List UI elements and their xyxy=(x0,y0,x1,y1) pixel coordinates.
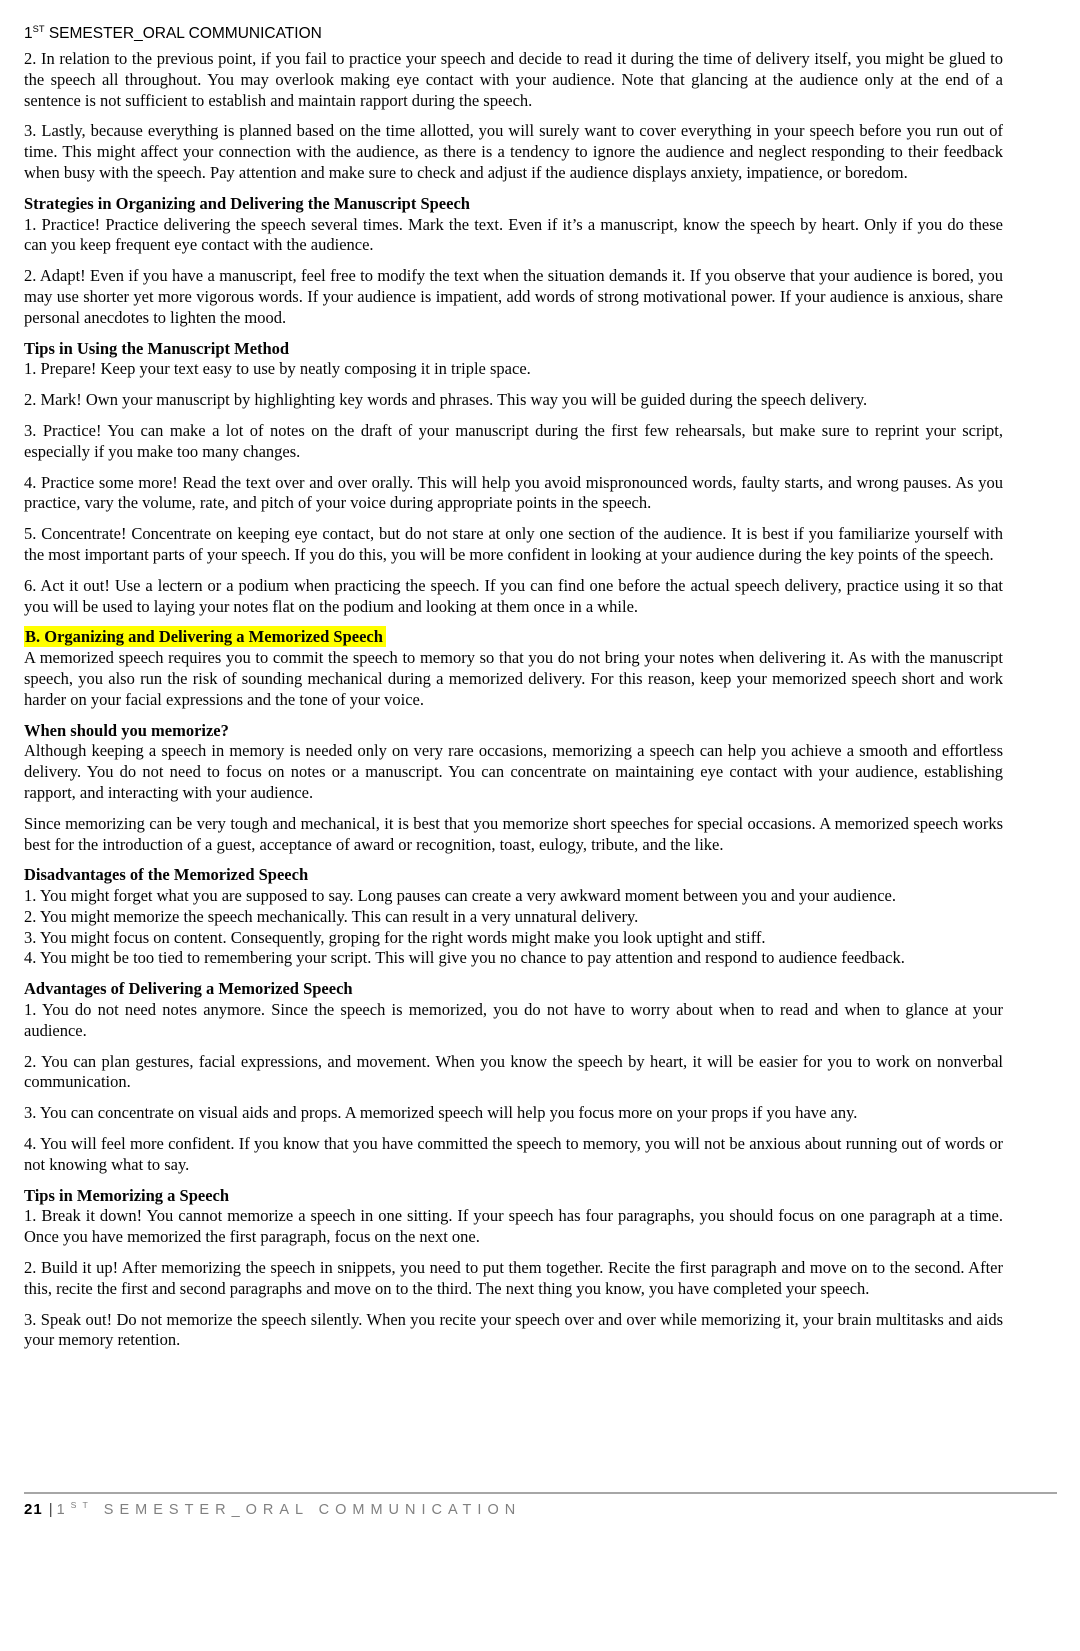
section-heading: Strategies in Organizing and Delivering the Manuscript Speech xyxy=(24,193,470,213)
page-number: 21 xyxy=(24,1501,43,1518)
paragraph: 3. You might focus on content. Consequently, groping for the right words might make you look uptight and stiff. xyxy=(24,927,766,947)
paragraph: 2. Build it up! After memorizing the speech in snippets, you need to put them together. Recite the first paragraph and move on to the second. After this, recite the first and second paragraphs and move on to the third. The next thing you know, you have completed your speech. xyxy=(24,1258,1003,1298)
footer-divider xyxy=(24,1492,1057,1494)
paragraph: 5. Concentrate! Concentrate on keeping eye contact, but do not stare at only one section of the audience. It is best if you familiarize yourself with the most important parts of your speech. If you do this, you will be more confident in looking at your audience during the key points of the speech. xyxy=(24,524,1003,564)
section-heading: Tips in Memorizing a Speech xyxy=(24,1185,230,1205)
document-body xyxy=(24,49,1003,1351)
highlighted-section-heading xyxy=(24,627,1003,648)
paragraph: 2. You can plan gestures, facial expressions, and movement. When you know the speech by heart, it will be easier for you to work on nonverbal communication. xyxy=(24,1051,1003,1092)
paragraph: 2. Adapt! Even if you have a manuscript, feel free to modify the text when the situation demands it. If you observe that your audience is bored, you may use shorter yet more vigorous words. If your audience is impatient, add words of strong motivational power. If your audience is anxious, share personal anecdotes to lighten the mood. xyxy=(24,266,1003,327)
section-heading: When should you memorize? xyxy=(24,720,229,740)
paragraph: 4. Practice some more! Read the text over and over orally. This will help you avoid mispronounced words, faulty starts, and wrong pauses. As you practice, vary the volume, rate, and pitch of your voice during appropriate points in the speech. xyxy=(24,472,1003,513)
paragraph: 3. You can concentrate on visual aids and props. A memorized speech will help you focus more on your props if you have any. xyxy=(24,1103,858,1123)
paragraph: 2. In relation to the previous point, if you fail to practice your speech and decide to read it during the time of delivery itself, you might be glued to the speech all throughout. You may overlook making eye contact with your audience. Note that glancing at the audience only at the end of a sentence is not sufficient to establish and maintain rapport during the speech. xyxy=(24,49,1003,110)
footer-title xyxy=(57,1502,522,1518)
footer-ordinal-suffix: ST xyxy=(70,1500,94,1511)
paragraph: 1. Break it down! You cannot memorize a speech in one sitting. If your speech has four paragraphs, you should focus on one paragraph at a time. Once you have memorized the first paragraph, focus on the next one. xyxy=(24,1206,1003,1247)
paragraph: 1. Practice! Practice delivering the speech several times. Mark the text. Even if it’s a manuscript, know the speech by heart. Only if you do these can you keep frequent eye contact with the audience. xyxy=(24,214,1003,255)
section-heading: Tips in Using the Manuscript Method xyxy=(24,338,290,358)
paragraph: A memorized speech requires you to commit the speech to memory so that you do not bring your notes when delivering it. As with the manuscript speech, you also run the risk of sounding mechanical during a memorized delivery. For this reason, keep your memorized speech short and work harder on your facial expressions and the tone of your voice. xyxy=(24,648,1003,709)
footer-number: 1 xyxy=(56,1502,71,1518)
paragraph: Although keeping a speech in memory is needed only on very rare occasions, memorizing a speech can help you achieve a smooth and effortless delivery. You do not need to focus on notes or a manuscript. You can concentrate on maintaining eye contact with your audience, establishing rapport, and interacting with your audience. xyxy=(24,741,1003,802)
paragraph: 4. You will feel more confident. If you know that you have committed the speech to memory, you will not be anxious about running out of words or not knowing what to say. xyxy=(24,1134,1003,1174)
header-ordinal-suffix: ST xyxy=(32,23,45,34)
paragraph: 2. Mark! Own your manuscript by highlighting key words and phrases. This way you will be guided during the speech delivery. xyxy=(24,390,868,410)
section-heading: Disadvantages of the Memorized Speech xyxy=(24,865,309,885)
header-title: SEMESTER_ORAL COMMUNICATION xyxy=(44,25,322,42)
paragraph: Since memorizing can be very tough and mechanical, it is best that you memorize short speeches for special occasions. A memorized speech works best for the introduction of a guest, acceptance of award or recognition, toast, eulogy, tribute, and the like. xyxy=(24,813,1003,854)
page-header xyxy=(24,25,1003,43)
footer-title-text: SEMESTER_ORAL COMMUNICATION xyxy=(93,1502,522,1518)
header-number: 1 xyxy=(24,25,33,42)
paragraph: 1. You do not need notes anymore. Since the speech is memorized, you do not have to worry about when to read and when to glance at your audience. xyxy=(24,1000,1003,1040)
paragraph: 3. Lastly, because everything is planned based on the time allotted, you will surely want to cover everything in your speech before you run out of time. This might affect your connection with the audience, as there is a tendency to ignore the audience and neglect responding to their feedback when busy with the speech. Pay attention and make sure to check and adjust if the audience displays anxiety, impatience, or boredom. xyxy=(24,121,1003,182)
footer-separator: | xyxy=(48,1501,53,1518)
page-footer xyxy=(24,1501,521,1518)
paragraph: 4. You might be too tied to remembering your script. This will give you no chance to pay attention and respond to audience feedback. xyxy=(24,948,905,968)
paragraph: 1. You might forget what you are supposed to say. Long pauses can create a very awkward moment between you and your audience. xyxy=(24,886,896,906)
paragraph: 6. Act it out! Use a lectern or a podium when practicing the speech. If you can find one before the actual speech delivery, practice using it so that you will be used to laying your notes flat on the podium and looking at them once in a while. xyxy=(24,575,1003,616)
highlight-mark: B. Organizing and Delivering a Memorized Speech xyxy=(24,626,386,647)
paragraph: 3. Practice! You can make a lot of notes on the draft of your manuscript during the first few rehearsals, but make sure to reprint your script, especially if you make too many changes. xyxy=(24,420,1003,461)
paragraph: 2. You might memorize the speech mechanically. This can result in a very unnatural delivery. xyxy=(24,906,639,926)
paragraph: 3. Speak out! Do not memorize the speech silently. When you recite your speech over and over while memorizing it, your brain multitasks and aids your memory retention. xyxy=(24,1309,1003,1350)
paragraph: 1. Prepare! Keep your text easy to use by neatly composing it in triple space. xyxy=(24,359,531,379)
section-heading: Advantages of Delivering a Memorized Speech xyxy=(24,979,353,999)
